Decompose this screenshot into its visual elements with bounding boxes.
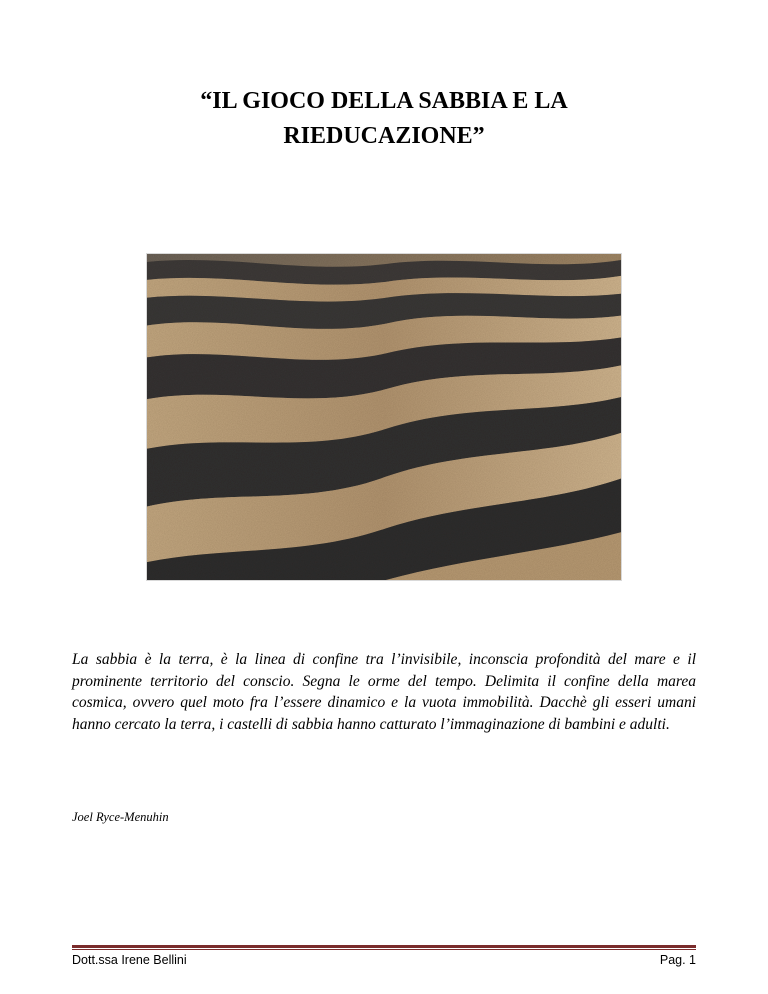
page-number: Pag. 1: [659, 953, 696, 967]
title-line-1: “IL GIOCO DELLA SABBIA E LA: [200, 88, 568, 114]
sand-ripples-photo: [146, 253, 622, 581]
footer-author: Dott.ssa Irene Bellini: [72, 953, 187, 967]
quote-author: Joel Ryce-Menuhin: [72, 810, 169, 824]
epigraph-quote: La sabbia è la terra, è la linea di confine tra l’invisibile, inconscia profondità del mare e il prominente territorio del conscio. Segna le orme del tempo. Delimita il confine della marea cosmica, ovvero quel moto fra l’essere dinamico e la vuota immobilità. Dacchè gli esseri umani hanno cercato la terra, i castelli di sabbia hanno catturato l’immaginazione di bambini e adulti.: [72, 651, 696, 733]
footer-divider: [72, 945, 696, 948]
title-line-2: RIEDUCAZIONE”: [283, 123, 485, 149]
document-title: [120, 84, 648, 154]
footer-divider-thin: [72, 949, 696, 950]
